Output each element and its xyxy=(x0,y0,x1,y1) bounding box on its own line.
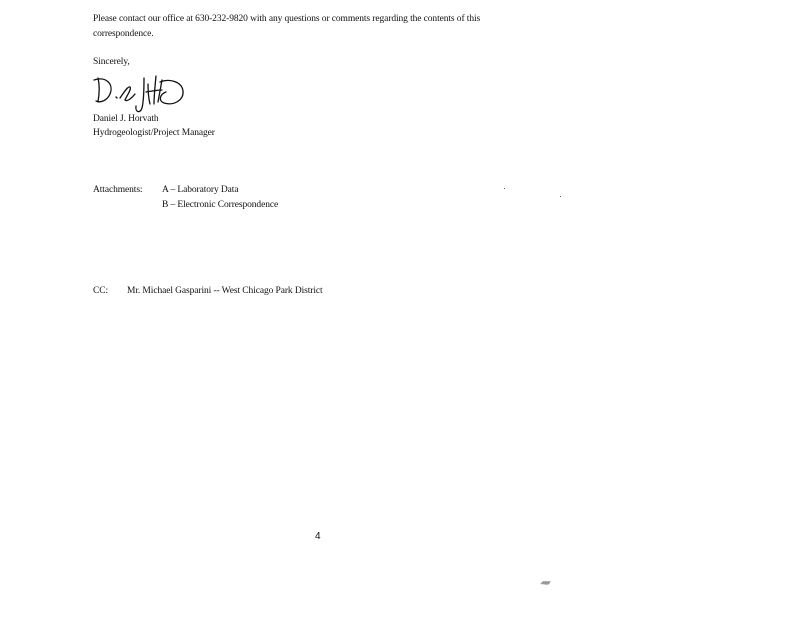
scan-smudge xyxy=(539,580,552,586)
attachment-item: A – Laboratory Data xyxy=(162,185,239,195)
scan-speck xyxy=(560,196,561,197)
cc-recipient: Mr. Michael Gasparini -- West Chicago Park District xyxy=(127,286,323,296)
contact-paragraph-line-1: Please contact our office at 630-232-9820 with any questions or comments regarding the contents of this xyxy=(93,14,481,24)
page-number: 4 xyxy=(315,531,321,542)
cc-label: CC: xyxy=(93,286,109,296)
signer-name: Daniel J. Horvath xyxy=(93,114,159,124)
contact-paragraph-line-2: correspondence. xyxy=(93,29,154,39)
signer-title: Hydrogeologist/Project Manager xyxy=(93,128,215,138)
handwritten-signature xyxy=(92,70,188,114)
attachments-label: Attachments: xyxy=(93,185,143,195)
scan-speck xyxy=(504,188,505,189)
attachment-item: B – Electronic Correspondence xyxy=(162,200,279,210)
closing-salutation: Sincerely, xyxy=(93,57,130,67)
